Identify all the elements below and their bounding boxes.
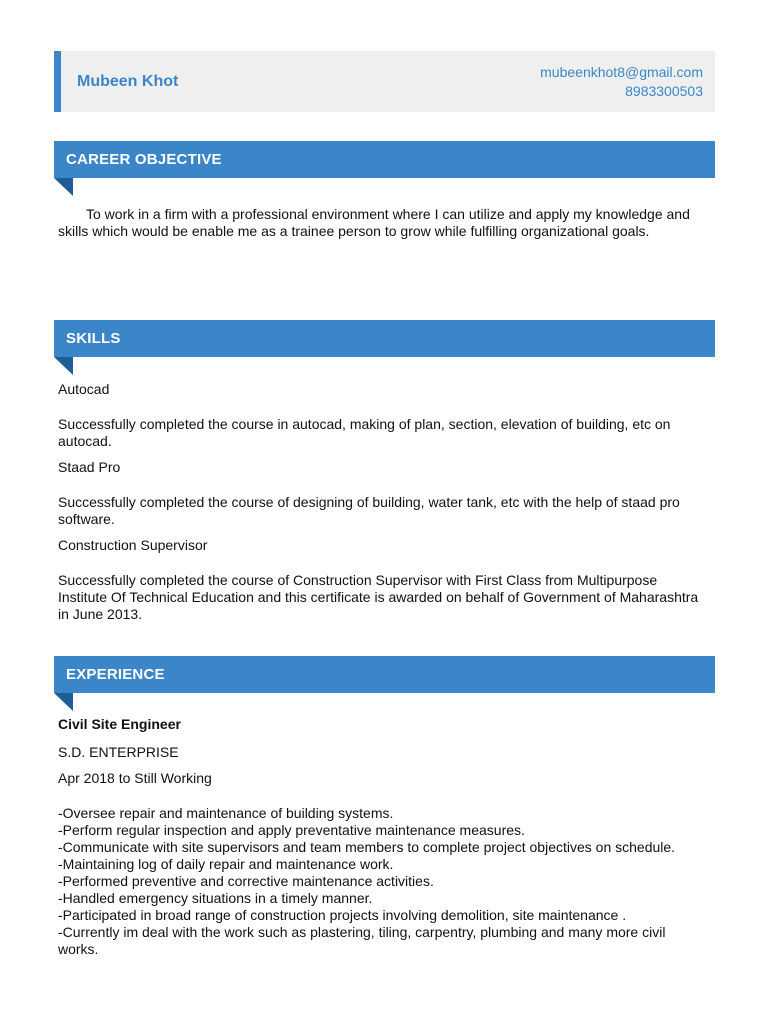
section-header-experience xyxy=(54,656,715,693)
duty-item: -Performed preventive and corrective maintenance activities. xyxy=(58,873,434,889)
section-title-career-objective: CAREER OBJECTIVE xyxy=(66,151,222,168)
section-tab-decoration xyxy=(54,178,73,196)
phone-number: 8983300503 xyxy=(625,83,703,99)
section-tab-decoration xyxy=(54,357,73,375)
career-objective-text: To work in a firm with a professional environment where I can utilize and apply my knowledge and skills which would be enable me as a trainee person to grow while fulfilling organizational goals. xyxy=(58,206,690,239)
duty-item: -Currently im deal with the work such as plastering, tiling, carpentry, plumbing and many more civil works. xyxy=(58,924,666,957)
experience-company: S.D. ENTERPRISE xyxy=(58,744,179,760)
candidate-name: Mubeen Khot xyxy=(77,73,179,90)
email-link[interactable]: mubeenkhot8@gmail.com xyxy=(540,64,703,80)
skill-name-staad-pro: Staad Pro xyxy=(58,459,121,475)
duty-item: -Handled emergency situations in a timely manner. xyxy=(58,890,373,906)
duty-item: -Communicate with site supervisors and team members to complete project objectives on schedule. xyxy=(58,839,676,855)
resume-header xyxy=(54,51,715,112)
duty-item: -Oversee repair and maintenance of building systems. xyxy=(58,805,394,821)
skill-description-construction-supervisor: Successfully completed the course of Construction Supervisor with First Class from Multipurpose Institute Of Technical Education and this certificate is awarded on behalf of Government of Maharashtra in June 2013. xyxy=(58,572,699,622)
experience-period: Apr 2018 to Still Working xyxy=(58,770,212,786)
skill-description-staad-pro: Successfully completed the course of designing of building, water tank, etc with the help of staad pro software. xyxy=(58,494,680,527)
duty-item: -Participated in broad range of construction projects involving demolition, site maintenance . xyxy=(58,907,627,923)
contact-info xyxy=(540,63,703,101)
duty-item: -Perform regular inspection and apply preventative maintenance measures. xyxy=(58,822,525,838)
skill-name-construction-supervisor: Construction Supervisor xyxy=(58,537,208,553)
experience-duties-list xyxy=(58,805,708,958)
skill-description-autocad: Successfully completed the course in autocad, making of plan, section, elevation of building, etc on autocad. xyxy=(58,416,671,449)
experience-role: Civil Site Engineer xyxy=(58,716,181,732)
section-title-experience: EXPERIENCE xyxy=(66,666,165,683)
duty-item: -Maintaining log of daily repair and maintenance work. xyxy=(58,856,394,872)
section-title-skills: SKILLS xyxy=(66,330,121,347)
section-header-skills xyxy=(54,320,715,357)
skill-name-autocad: Autocad xyxy=(58,381,110,397)
section-tab-decoration xyxy=(54,693,73,711)
section-header-career-objective xyxy=(54,141,715,178)
